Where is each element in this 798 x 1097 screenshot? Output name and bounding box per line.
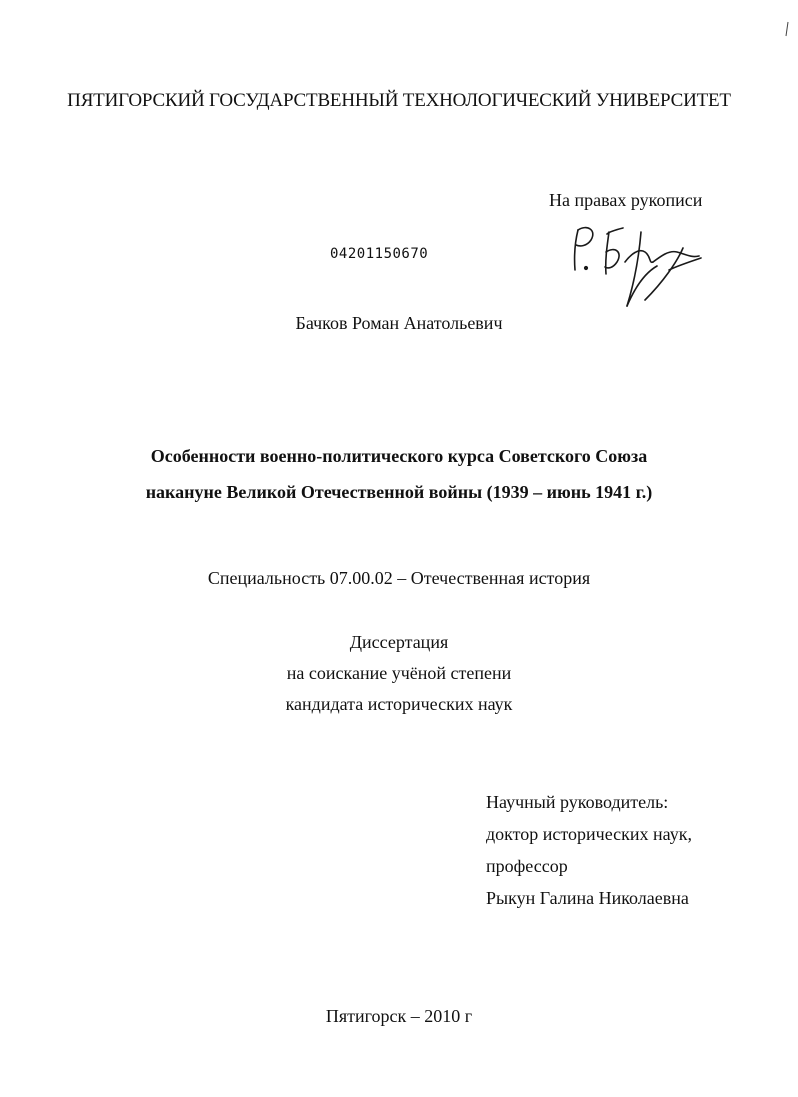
title-line-2: накануне Великой Отечественной войны (1939 – июнь 1941 г.) — [145, 482, 653, 502]
supervisor-rank: профессор — [486, 856, 568, 876]
dissertation-title — [0, 438, 798, 510]
degree-line-3: кандидата исторических наук — [285, 694, 513, 714]
supervisor-block — [486, 786, 692, 914]
handwritten-signature — [565, 212, 715, 317]
degree-line-2: на соискание учёной степени — [286, 663, 512, 683]
title-line-1: Особенности военно-политического курса Советского Союза — [150, 446, 648, 466]
specialty: Специальность 07.00.02 – Отечественная история — [207, 568, 591, 588]
degree-statement — [0, 627, 798, 720]
manuscript-note: На правах рукописи — [549, 190, 703, 210]
university-name: ПЯТИГОРСКИЙ ГОСУДАРСТВЕННЫЙ ТЕХНОЛОГИЧЕСКИЙ УНИВЕРСИТЕТ — [67, 90, 731, 111]
supervisor-role: Научный руководитель: — [486, 792, 669, 812]
scan-mark — [783, 20, 791, 40]
degree-line-1: Диссертация — [349, 632, 449, 652]
supervisor-name: Рыкун Галина Николаевна — [486, 888, 689, 908]
author-name: Бачков Роман Анатольевич — [295, 313, 503, 333]
city-year: Пятигорск – 2010 г — [325, 1006, 473, 1026]
supervisor-degree: доктор исторических наук, — [486, 824, 692, 844]
registration-number: 04201150670 — [330, 246, 429, 262]
